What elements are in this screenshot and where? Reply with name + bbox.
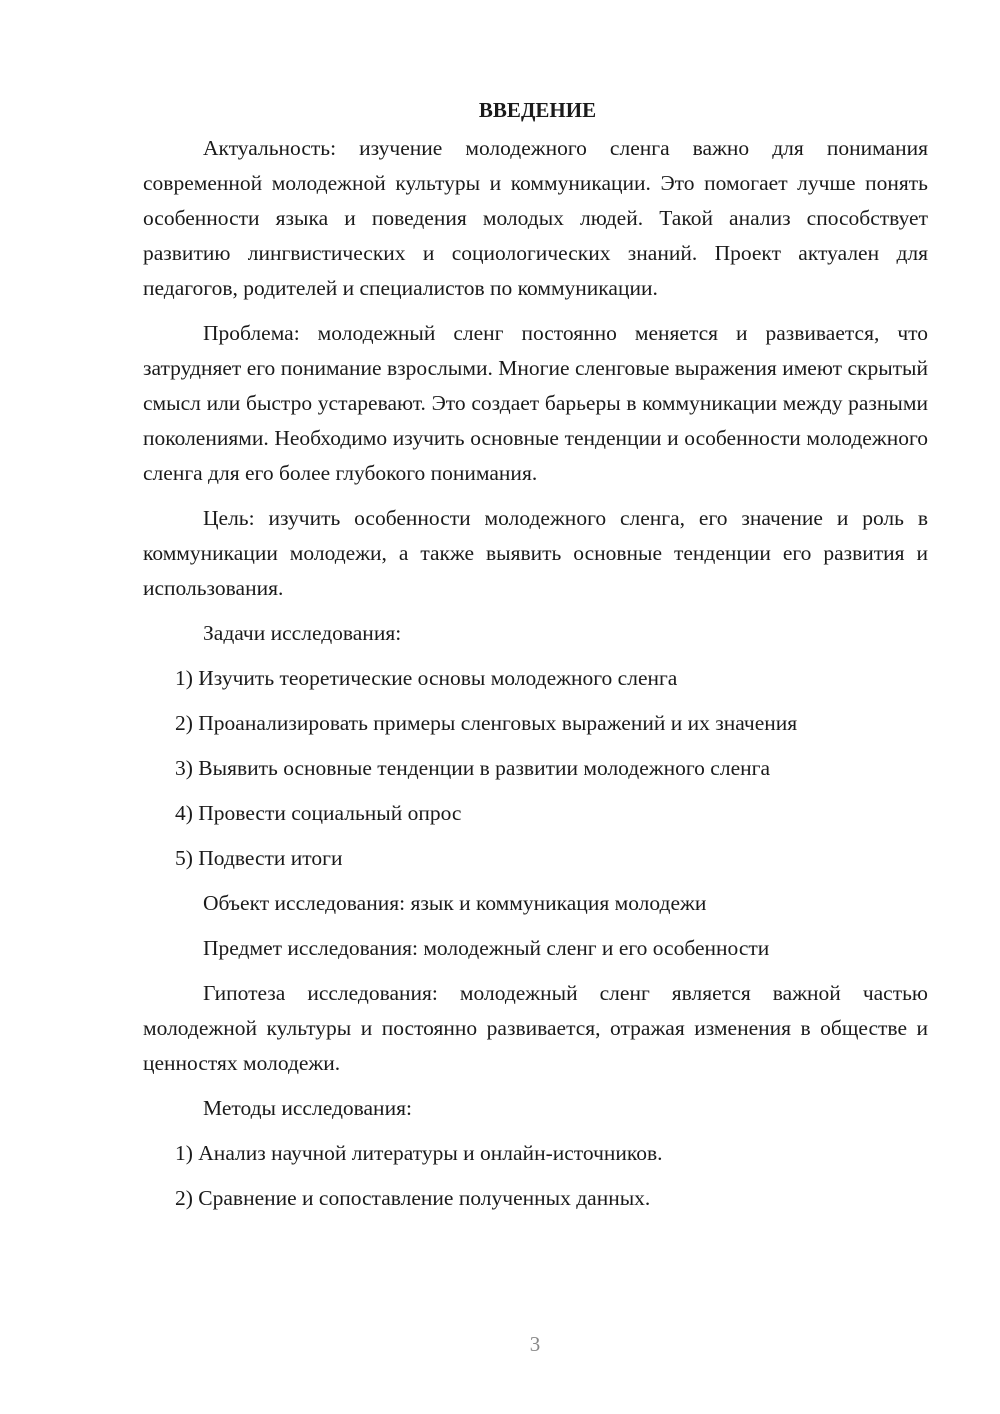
method-item: 2) Сравнение и сопоставление полученных данных. bbox=[175, 1186, 651, 1210]
method-item: 1) Анализ научной литературы и онлайн-источников. bbox=[175, 1141, 663, 1165]
page-number: 3 bbox=[529, 1332, 541, 1356]
goal-paragraph: Цель: изучить особенности молодежного сленга, его значение и роль в коммуникации молодежи, а также выявить основные тенденции его развития и использования. bbox=[143, 506, 928, 600]
task-item: 4) Провести социальный опрос bbox=[175, 801, 462, 825]
task-item: 2) Проанализировать примеры сленговых выражений и их значения bbox=[175, 711, 798, 735]
task-item: 3) Выявить основные тенденции в развитии молодежного сленга bbox=[175, 756, 770, 780]
tasks-heading: Задачи исследования: bbox=[203, 621, 402, 645]
object-paragraph: Объект исследования: язык и коммуникация молодежи bbox=[203, 891, 707, 915]
task-item: 1) Изучить теоретические основы молодежного сленга bbox=[175, 666, 678, 690]
hypothesis-paragraph: Гипотеза исследования: молодежный сленг является важной частью молодежной культуры и постоянно развивается, отражая изменения в обществе и ценностях молодежи. bbox=[143, 981, 928, 1075]
relevance-paragraph: Актуальность: изучение молодежного сленга важно для понимания современной молодежной культуры и коммуникации. Это помогает лучше понять особенности языка и поведения молодых людей. Такой анализ способствует развитию лингвистических и социологических знаний. Проект актуален для педагогов, родителей и специалистов по коммуникации. bbox=[143, 136, 928, 300]
section-title: ВВЕДЕНИЕ bbox=[478, 98, 597, 122]
document-page bbox=[143, 92, 928, 1226]
methods-heading: Методы исследования: bbox=[203, 1096, 412, 1120]
subject-paragraph: Предмет исследования: молодежный сленг и его особенности bbox=[203, 936, 770, 960]
problem-paragraph: Проблема: молодежный сленг постоянно меняется и развивается, что затрудняет его понимание взрослыми. Многие сленговые выражения имеют скрытый смысл или быстро устаревают. Это создает барьеры в коммуникации между разными поколениями. Необходимо изучить основные тенденции и особенности молодежного сленга для его более глубокого понимания. bbox=[143, 321, 928, 485]
task-item: 5) Подвести итоги bbox=[175, 846, 343, 870]
